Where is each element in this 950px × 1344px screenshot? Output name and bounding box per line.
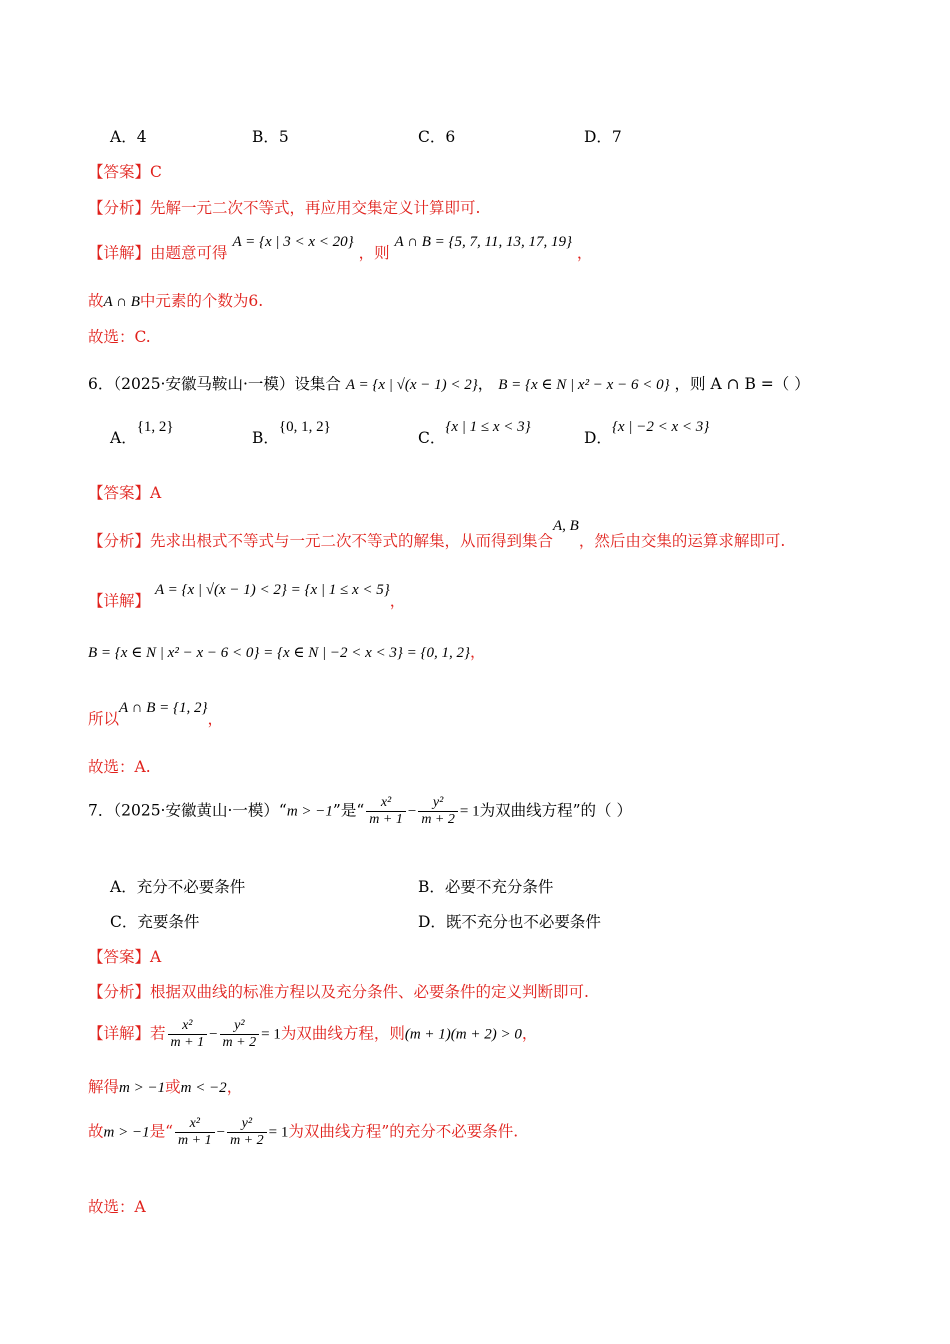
q6-option-c xyxy=(418,419,531,450)
q7-stem-cond: m > −1 xyxy=(286,803,333,820)
q7-detail-minus: − xyxy=(209,1026,218,1043)
q6-detail-b-end: ， xyxy=(470,643,486,661)
q7-option-b: B．必要不充分条件 xyxy=(418,878,554,896)
q5-detail-label: 【详解】由题意可得 xyxy=(88,244,228,262)
q7-detail-frac2-num: y² xyxy=(220,1018,260,1035)
q7-detail-ineq: (m + 1)(m + 2) > 0 xyxy=(404,1026,522,1043)
q7-fraction-x xyxy=(366,795,406,828)
q6-so xyxy=(88,700,224,731)
q6-analysis-post: ，然后由交集的运算求解即可. xyxy=(578,532,786,550)
q6-so-end: ， xyxy=(207,710,224,728)
q6-detail-b-expr: B = {x ∈ N | x² − x − 6 < 0} = {x ∈ N | −2 < x < 3} = {0, 1, 2} xyxy=(88,645,471,661)
q7-stem-mid: ”是“ xyxy=(332,801,365,820)
q6-detail-a xyxy=(88,582,406,613)
q7-concl-is: 是“ xyxy=(149,1122,174,1141)
q5-detail xyxy=(88,234,593,265)
q7-frac1-num: x² xyxy=(366,795,406,812)
q6-option-d-letter: D． xyxy=(584,429,612,447)
q7-fraction-y xyxy=(418,795,458,828)
q6-detail-b xyxy=(88,641,486,664)
q7-answer: 【答案】A xyxy=(88,948,162,966)
q7-frac2-num: y² xyxy=(418,795,458,812)
q7-detail xyxy=(88,1018,537,1051)
q6-option-a-letter: A． xyxy=(110,429,137,447)
q5-answer: 【答案】C xyxy=(88,163,162,181)
q7-concl-pre: 故 xyxy=(88,1122,104,1141)
q7-frac1-den: m + 1 xyxy=(369,812,403,827)
q5-choose: 故选：C. xyxy=(88,328,151,346)
q7-concl-frac1-den: m + 1 xyxy=(178,1133,212,1148)
q5-conclusion-expr: A ∩ B xyxy=(103,294,140,310)
q5-option-b: B．5 xyxy=(252,128,289,146)
q6-option-b xyxy=(252,419,331,450)
q7-concl-minus: − xyxy=(216,1124,226,1141)
q7-solve-a: m > −1 xyxy=(119,1080,166,1096)
q7-minus: − xyxy=(407,803,417,820)
q6-option-a-value: {1, 2} xyxy=(136,419,174,435)
q5-conclusion xyxy=(88,290,263,313)
q6-analysis xyxy=(88,518,786,553)
q6-option-d xyxy=(584,419,710,450)
q5-intersection: A ∩ B = {5, 7, 11, 13, 17, 19} xyxy=(394,234,572,250)
q7-detail-mid: 为双曲线方程，则 xyxy=(280,1024,405,1043)
q7-solve-pre: 解得 xyxy=(88,1078,120,1096)
q6-detail-label: 【详解】 xyxy=(88,592,151,610)
q6-stem xyxy=(88,373,810,396)
q7-stem xyxy=(88,795,632,828)
q5-detail-then: ，则 xyxy=(358,244,390,262)
q6-so-pre: 所以 xyxy=(88,710,120,728)
q7-solve xyxy=(88,1076,242,1099)
q7-detail-frac2-den: m + 2 xyxy=(222,1035,257,1050)
q6-option-c-value: {x | 1 ≤ x < 3} xyxy=(445,419,531,435)
q6-comma: ， xyxy=(477,375,494,393)
q7-detail-pre: 【详解】若 xyxy=(88,1024,166,1043)
q7-solve-b: m < −2 xyxy=(180,1080,227,1096)
q7-choose: 故选：A xyxy=(88,1198,146,1216)
q6-option-d-value: {x | −2 < x < 3} xyxy=(611,419,710,435)
q5-option-d: D．7 xyxy=(584,128,622,146)
q5-conclusion-pre: 故 xyxy=(88,292,104,310)
q6-stem-post: ，则 A ∩ B =（ ） xyxy=(674,375,810,393)
q6-stem-pre: 6．（2025·安徽马鞍山·一模）设集合 xyxy=(88,375,341,393)
q6-detail-a-expr: A = {x | √(x − 1) < 2} = {x | 1 ≤ x < 5} xyxy=(154,582,390,598)
q6-answer: 【答案】A xyxy=(88,484,162,502)
q7-detail-frac1-num: x² xyxy=(168,1018,208,1035)
q7-concl-frac2-num: y² xyxy=(227,1116,267,1133)
q5-option-a: A．4 xyxy=(110,128,147,146)
q7-concl-cond: m > −1 xyxy=(103,1124,150,1141)
q7-stem-pre: 7．（2025·安徽黄山·一模）“ xyxy=(88,801,287,820)
q7-solve-or: 或 xyxy=(165,1078,181,1096)
q7-concl-frac1-num: x² xyxy=(175,1116,215,1133)
q7-detail-frac1-den: m + 1 xyxy=(170,1035,205,1050)
q7-concl-post: 为双曲线方程”的充分不必要条件. xyxy=(288,1122,519,1141)
q7-concl-fraction-x xyxy=(175,1116,215,1149)
q6-analysis-sets: A, B xyxy=(553,518,579,534)
q7-concl-eq-one: = 1 xyxy=(268,1124,289,1141)
q5-analysis: 【分析】先解一元二次不等式，再应用交集定义计算即可. xyxy=(88,199,481,217)
q6-option-a xyxy=(110,419,174,450)
q5-option-c: C．6 xyxy=(418,128,456,146)
q5-detail-end: ， xyxy=(576,244,593,262)
q7-detail-fraction-x xyxy=(168,1018,208,1051)
q7-detail-eq-one: = 1 xyxy=(261,1026,281,1043)
q7-solve-end: ， xyxy=(226,1078,243,1096)
q7-concl-fraction-y xyxy=(227,1116,267,1149)
q6-option-b-value: {0, 1, 2} xyxy=(278,419,331,435)
q7-concl-frac2-den: m + 2 xyxy=(230,1133,264,1148)
q6-detail-a-end: ， xyxy=(389,592,406,610)
q6-option-c-letter: C． xyxy=(418,429,446,447)
q6-set-b: B = {x ∈ N | x² − x − 6 < 0} xyxy=(498,377,670,393)
q7-frac2-den: m + 2 xyxy=(421,812,455,827)
q5-set-a: A = {x | 3 < x < 20} xyxy=(232,234,354,250)
q6-choose: 故选：A. xyxy=(88,758,151,776)
q7-analysis: 【分析】根据双曲线的标准方程以及充分条件、必要条件的定义判断即可. xyxy=(88,983,589,1001)
q7-option-a: A．充分不必要条件 xyxy=(110,878,246,896)
q5-conclusion-post: 中元素的个数为6. xyxy=(139,292,264,310)
q7-stem-post: 为双曲线方程”的（ ） xyxy=(479,801,632,820)
q7-option-d: D．既不充分也不必要条件 xyxy=(418,913,601,931)
q6-set-a: A = {x | √(x − 1) < 2} xyxy=(345,377,478,393)
q7-eq-one: = 1 xyxy=(459,803,480,820)
q7-detail-end: ， xyxy=(521,1024,538,1043)
q7-conclusion xyxy=(88,1116,518,1149)
q6-analysis-pre: 【分析】先求出根式不等式与一元二次不等式的解集，从而得到集合 xyxy=(88,532,554,550)
q7-detail-fraction-y xyxy=(220,1018,260,1051)
q6-so-expr: A ∩ B = {1, 2} xyxy=(119,700,208,716)
q7-option-c: C．充要条件 xyxy=(110,913,200,931)
q6-option-b-letter: B． xyxy=(252,429,279,447)
